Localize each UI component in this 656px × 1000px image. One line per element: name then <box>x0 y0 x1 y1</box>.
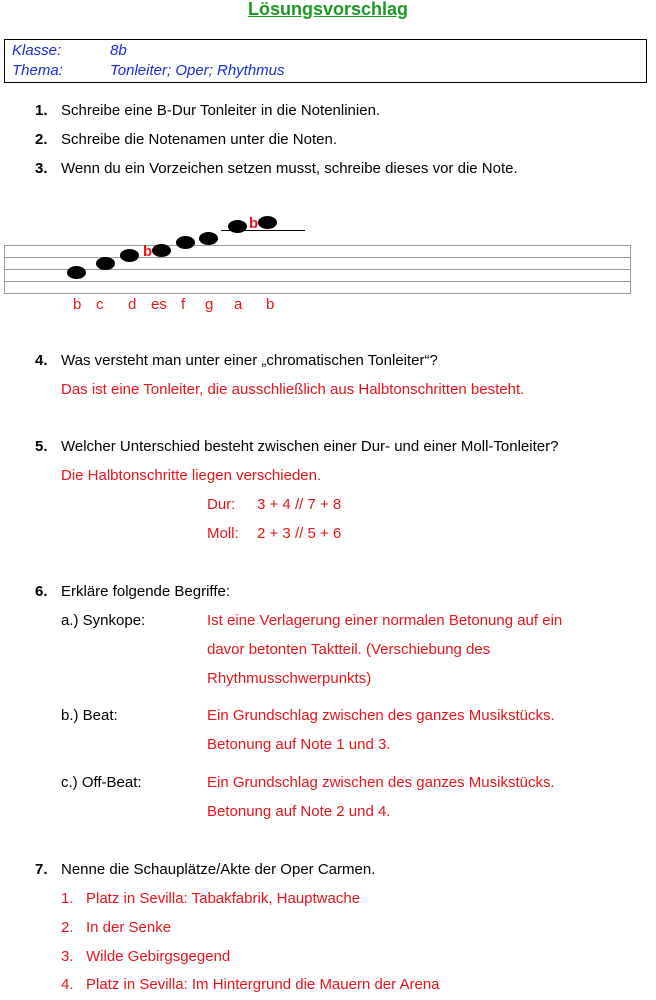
page-title: Lösungsvorschlag <box>247 0 409 19</box>
q6-definition-line: Ist eine Verlagerung einer normalen Betonung auf ein <box>207 612 563 629</box>
staff-line <box>4 269 630 270</box>
note-name: c <box>96 296 104 313</box>
note-head <box>228 220 247 233</box>
task-1-text: Schreibe eine B-Dur Tonleiter in die Notenlinien. <box>61 102 381 119</box>
note-head <box>152 244 171 257</box>
task-3-text: Wenn du ein Vorzeichen setzen musst, schreibe dieses vor die Note. <box>61 160 518 177</box>
note-name: d <box>128 296 137 313</box>
flat-sign-b: b <box>249 215 259 232</box>
klasse-label: Klasse: <box>12 42 62 59</box>
task-2-text: Schreibe die Notenamen unter die Noten. <box>61 131 338 148</box>
q6-definition-line: Ein Grundschlag zwischen des ganzes Musikstücks. <box>207 774 555 791</box>
note-name: b <box>266 296 275 313</box>
note-head <box>120 249 139 262</box>
note-head <box>199 232 218 245</box>
q6-definition-line: davor betonten Taktteil. (Verschiebung des <box>207 641 491 658</box>
q5-dur-label: Dur: <box>207 496 236 513</box>
note-name: g <box>205 296 214 313</box>
task-1-number: 1. <box>35 102 48 119</box>
note-head <box>96 257 115 270</box>
q7-answer-number: 2. <box>61 919 74 936</box>
task-2-number: 2. <box>35 131 48 148</box>
q7-answer-text: In der Senke <box>86 919 172 936</box>
q7-question: Nenne die Schauplätze/Akte der Oper Carmen. <box>61 861 376 878</box>
q4-answer: Das ist eine Tonleiter, die ausschließlich aus Halbtonschritten besteht. <box>61 381 525 398</box>
staff-right-edge <box>630 245 631 294</box>
q6-definition-line: Betonung auf Note 1 und 3. <box>207 736 391 753</box>
q6-definition-line: Ein Grundschlag zwischen des ganzes Musikstücks. <box>207 707 555 724</box>
q6-definition-line: Rhythmusschwerpunkts) <box>207 670 372 687</box>
note-head <box>176 236 195 249</box>
q6-term-synkope: a.) Synkope: <box>61 612 146 629</box>
q5-answer: Die Halbtonschritte liegen verschieden. <box>61 467 322 484</box>
q5-question: Welcher Unterschied besteht zwischen einer Dur- und einer Moll-Tonleiter? <box>61 438 559 455</box>
note-name: f <box>181 296 186 313</box>
thema-label: Thema: <box>12 62 63 79</box>
q6-term-offbeat: c.) Off-Beat: <box>61 774 142 791</box>
q6-term-beat: b.) Beat: <box>61 707 118 724</box>
flat-sign-es: b <box>143 243 153 260</box>
q7-answer-text: Wilde Gebirgsgegend <box>86 948 231 965</box>
q4-question: Was versteht man unter einer „chromatischen Tonleiter“? <box>61 352 438 369</box>
note-head <box>67 266 86 279</box>
staff-line <box>4 293 630 294</box>
note-name: b <box>73 296 82 313</box>
q7-answer-number: 3. <box>61 948 74 965</box>
thema-value: Tonleiter; Oper; Rhythmus <box>110 62 285 79</box>
note-head <box>258 216 277 229</box>
klasse-value: 8b <box>110 42 127 59</box>
staff-line <box>4 281 630 282</box>
q6-number: 6. <box>35 583 48 600</box>
task-3-number: 3. <box>35 160 48 177</box>
q4-number: 4. <box>35 352 48 369</box>
staff-left-edge <box>4 245 5 294</box>
info-box <box>4 39 647 83</box>
q7-answer-number: 1. <box>61 890 74 907</box>
q6-definition-line: Betonung auf Note 2 und 4. <box>207 803 391 820</box>
q7-number: 7. <box>35 861 48 878</box>
note-name: a <box>234 296 243 313</box>
staff-line <box>4 245 630 246</box>
note-name: es <box>151 296 167 313</box>
q7-answer-text: Platz in Sevilla: Im Hintergrund die Mauern der Arena <box>86 976 440 993</box>
q7-answer-number: 4. <box>61 976 74 993</box>
q5-dur-value: 3 + 4 // 7 + 8 <box>257 496 342 513</box>
q7-answer-text: Platz in Sevilla: Tabakfabrik, Hauptwache <box>86 890 361 907</box>
q5-number: 5. <box>35 438 48 455</box>
q5-moll-value: 2 + 3 // 5 + 6 <box>257 525 342 542</box>
q6-question: Erkläre folgende Begriffe: <box>61 583 230 600</box>
q5-moll-label: Moll: <box>207 525 239 542</box>
